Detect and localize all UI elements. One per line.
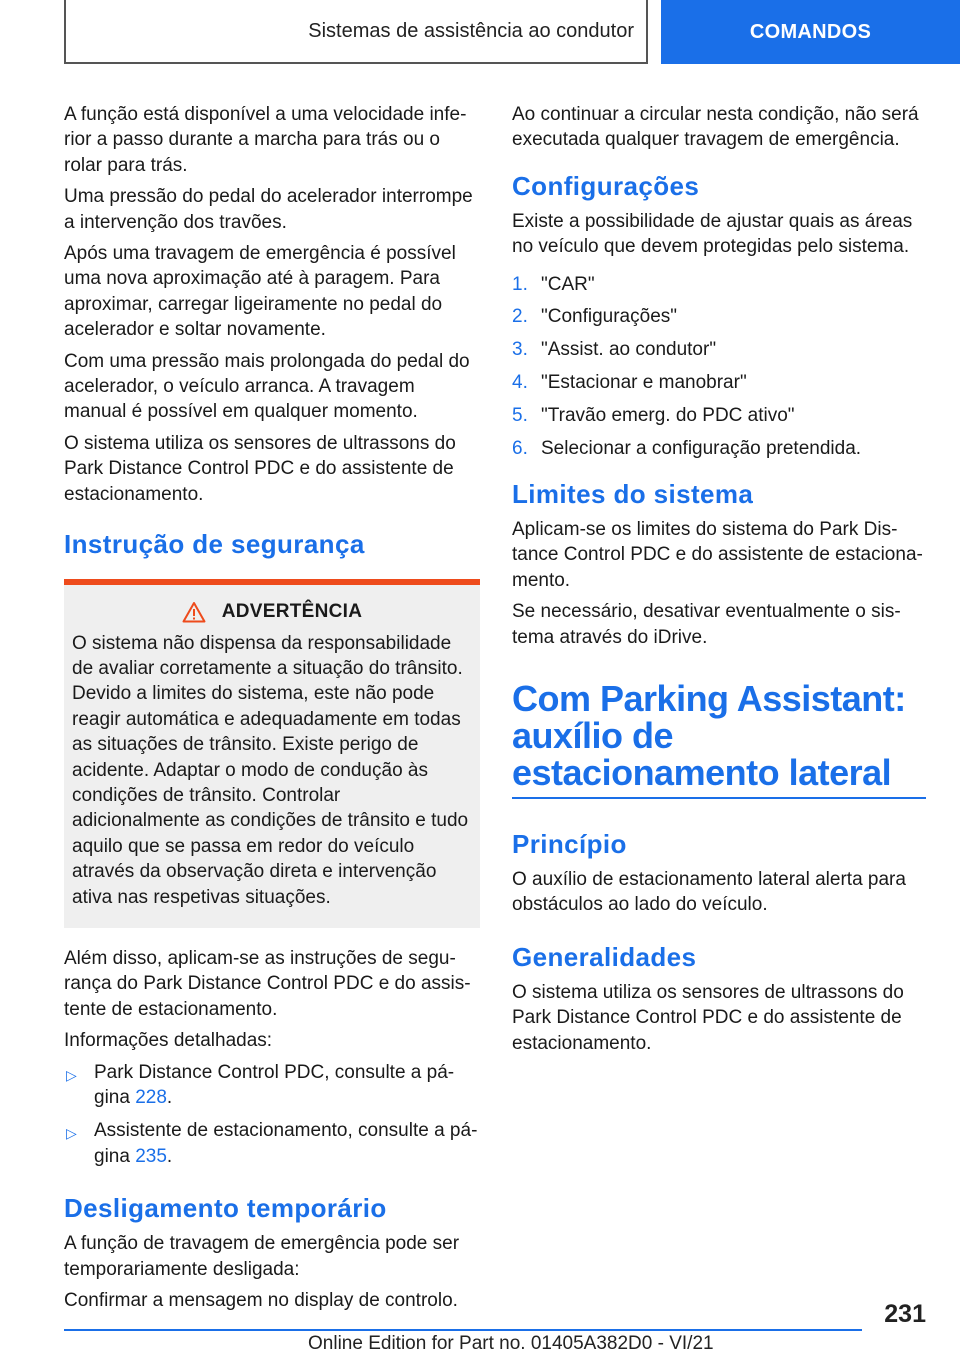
section-title: Sistemas de assistência ao condutor (308, 19, 634, 42)
paragraph: Se necessário, desativar eventualmente o sistema através do iDrive. (512, 601, 901, 648)
heading-safety: Instrução de segurança (64, 529, 365, 560)
step-text: "Estacionar e manobrar" (541, 372, 747, 394)
list-item (64, 1060, 480, 1111)
step-item (512, 403, 926, 428)
step-number: 3. (512, 339, 528, 361)
warning-title: ADVERTÊNCIA (221, 601, 363, 623)
warning-text: O sistema não dispensa da responsabilidade de avaliar corretamente a situação do trânsito. Devido a limites do sistema, este não pode reagir automática e adequadamente em todas as situações de trânsito. Existe perigo de acidente. Adaptar o modo de condução às condições de trânsito. Controlar adicionalmente as condições de trânsito e tudo aquilo que se passa em redor do veículo através da observação direta e intervenção ativa nas respetivas situações. (72, 632, 469, 908)
step-item (512, 370, 926, 395)
page-link[interactable]: 235 (135, 1145, 167, 1167)
heading-general: Generalidades (512, 941, 697, 972)
footer-edition: Online Edition for Part no. 01405A382D0 - VI/21 (308, 1333, 714, 1354)
paragraph: Existe a possibilidade de ajustar quais as áreas no veículo que devem protegidas pelo sistema. (512, 210, 913, 258)
step-number: 6. (512, 437, 528, 459)
page-link[interactable]: 228 (135, 1087, 167, 1108)
step-text: "Assist. ao condutor" (541, 339, 717, 361)
paragraph: Confirmar a mensagem no display de controlo. (64, 1290, 458, 1312)
footer-divider (64, 1329, 862, 1331)
step-item (512, 304, 926, 329)
paragraph: O sistema utiliza os sensores de ultrassons do Park Distance Control PDC e do assistente de estacionamento. (512, 981, 904, 1054)
step-number: 5. (512, 404, 528, 426)
paragraph: Após uma travagem de emergência é possível uma nova aproximação até à paragem. Para aproximar, carregar ligeiramente no pedal do acelerador e soltar novamente. (64, 243, 456, 341)
heading-configurations: Configurações (512, 170, 700, 201)
heading-principle: Princípio (512, 829, 627, 860)
punctuation: . (166, 1087, 173, 1108)
step-number: 4. (512, 372, 528, 394)
list-item (64, 1118, 480, 1169)
warning-header (72, 599, 472, 624)
paragraph: Aplicam-se os limites do sistema do Park Distance Control PDC e do assistente de estacionamento. (512, 519, 923, 591)
chapter-heading-block (512, 656, 926, 799)
paragraph: Além disso, aplicam-se as instruções de segurança do Park Distance Control PDC e do assistente de estacionamento. (64, 947, 471, 1020)
chapter-heading: Com Parking Assistant: auxílio de estacionamento lateral (512, 678, 906, 794)
step-item (512, 436, 926, 461)
paragraph: A função está disponível a uma velocidade inferior a passo durante a marcha para trás ou o rolar para trás. (64, 104, 467, 176)
heading-system-limits: Limites do sistema (512, 479, 754, 510)
step-item (512, 337, 926, 362)
reference-list (64, 1060, 480, 1170)
step-item (512, 272, 926, 297)
page-number: 231 (884, 1300, 926, 1328)
left-column (64, 102, 480, 1319)
paragraph: O sistema utiliza os sensores de ultrassons do Park Distance Control PDC e do assistente de estacionamento. (64, 432, 456, 505)
chapter-title: COMANDOS (749, 20, 872, 43)
step-text: "CAR" (541, 273, 595, 295)
punctuation: . (166, 1145, 173, 1167)
steps-list (512, 272, 926, 461)
list-item-text: Assistente de estacionamento, consulte a página (94, 1120, 478, 1167)
paragraph: A função de travagem de emergência pode ser temporariamente desligada: (64, 1233, 460, 1280)
step-number: 1. (512, 273, 528, 295)
triangle-bullet-icon: ▷ (66, 1066, 77, 1083)
right-column (512, 102, 926, 1062)
warning-triangle-icon (182, 601, 206, 623)
paragraph: Informações detalhadas: (64, 1030, 273, 1052)
header-section-title (64, 0, 648, 64)
paragraph: Ao continuar a circular nesta condição, não será executada qualquer travagem de emergência. (512, 104, 919, 151)
paragraph: O auxílio de estacionamento lateral alerta para obstáculos ao lado do veículo. (512, 869, 906, 916)
heading-temporary-off: Desligamento temporário (64, 1193, 387, 1224)
warning-box (64, 579, 480, 928)
step-text: "Configurações" (541, 306, 678, 328)
triangle-bullet-icon: ▷ (66, 1125, 77, 1142)
header-chapter-tab (661, 0, 960, 64)
list-item-text: Park Distance Control PDC, consulte a página (94, 1061, 455, 1108)
step-number: 2. (512, 306, 528, 328)
paragraph: Uma pressão do pedal do acelerador interrompe a intervenção dos travões. (64, 186, 473, 233)
step-text: "Travão emerg. do PDC ativo" (541, 404, 795, 426)
paragraph: Com uma pressão mais prolongada do pedal do acelerador, o veículo arranca. A travagem manual é possível em qualquer momento. (64, 350, 470, 423)
step-text: Selecionar a configuração pretendida. (541, 437, 862, 459)
